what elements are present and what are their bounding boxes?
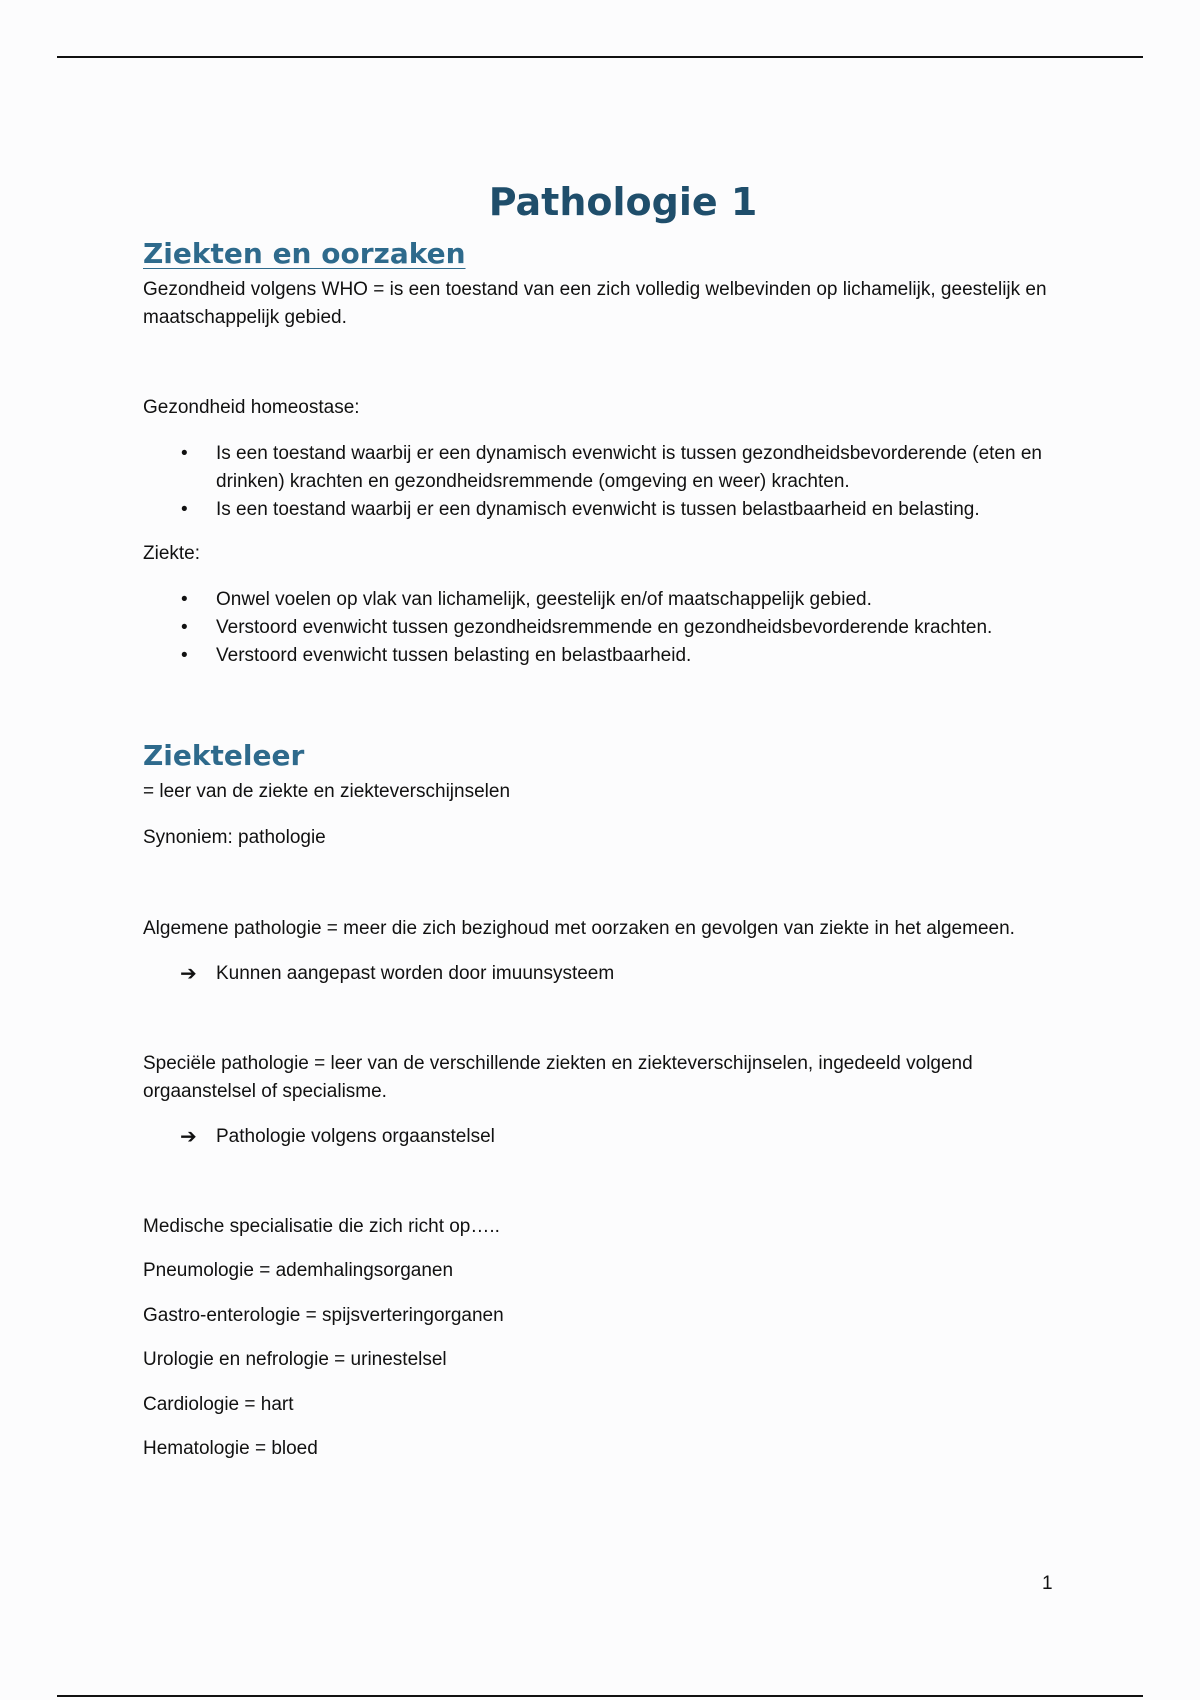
list-item: • Verstoord evenwicht tussen gezondheidsremmende en gezondheidsbevorderende krachten. — [143, 614, 1063, 642]
document-page — [143, 170, 1063, 1463]
list-item: • Onwel voelen op vlak van lichamelijk, geestelijk en/of maatschappelijk gebied. — [143, 586, 1063, 614]
algemene-arrow-item: ➔ Kunnen aangepast worden door imuunsysteem — [143, 960, 1063, 988]
specialisatie-item: Gastro-enterologie = spijsverteringorganen — [143, 1305, 504, 1326]
algemene-pathologie: Algemene pathologie = meer die zich bezighoud met oorzaken en gevolgen van ziekte in het algemeen. — [143, 918, 1015, 939]
homeostase-list — [143, 440, 1063, 524]
homeostase-label: Gezondheid homeostase: — [143, 397, 360, 418]
header-rule — [57, 56, 1143, 58]
speciele-pathologie: Speciële pathologie = leer van de verschillende ziekten en ziekteverschijnselen, ingedeeld volgend orgaanstelsel of specialisme. — [143, 1053, 973, 1102]
speciele-arrow-item: ➔ Pathologie volgens orgaanstelsel — [143, 1123, 1063, 1151]
section-heading-ziekteleer: Ziekteleer — [143, 739, 305, 772]
list-item: • Is een toestand waarbij er een dynamisch evenwicht is tussen gezondheidsbevorderende (eten en drinken) krachten en gezondheidsremmende (omgeving en weer) krachten. — [143, 440, 1063, 496]
list-item: • Is een toestand waarbij er een dynamisch evenwicht is tussen belastbaarheid en belasting. — [143, 496, 1063, 524]
bullet-icon: • — [181, 617, 188, 638]
bullet-icon: • — [181, 645, 188, 666]
specialisatie-item: Pneumologie = ademhalingsorganen — [143, 1260, 454, 1281]
specialisatie-item: Cardiologie = hart — [143, 1394, 294, 1415]
ziekte-list — [143, 586, 1063, 670]
specialisatie-item: Hematologie = bloed — [143, 1438, 318, 1459]
bullet-icon: • — [181, 443, 188, 464]
specialisatie-intro: Medische specialisatie die zich richt op….. — [143, 1216, 500, 1237]
arrow-right-icon: ➔ — [180, 1126, 197, 1148]
ziekteleer-definition: = leer van de ziekte en ziekteverschijnselen — [143, 781, 511, 802]
page-number: 1 — [1042, 1573, 1053, 1594]
arrow-right-icon: ➔ — [180, 963, 197, 985]
bullet-icon: • — [181, 499, 188, 520]
specialisatie-item: Urologie en nefrologie = urinestelsel — [143, 1349, 447, 1370]
section-heading-ziekten: Ziekten en oorzaken — [143, 237, 466, 270]
document-title: Pathologie 1 — [488, 180, 758, 224]
footer-rule — [57, 1695, 1143, 1697]
ziekte-label: Ziekte: — [143, 543, 201, 564]
who-definition: Gezondheid volgens WHO = is een toestand van een zich volledig welbevinden op lichamelijk, geestelijk en maatschappelijk gebied. — [143, 279, 1047, 328]
bullet-icon: • — [181, 589, 188, 610]
list-item: • Verstoord evenwicht tussen belasting en belastbaarheid. — [143, 642, 1063, 670]
synonym: Synoniem: pathologie — [143, 827, 326, 848]
